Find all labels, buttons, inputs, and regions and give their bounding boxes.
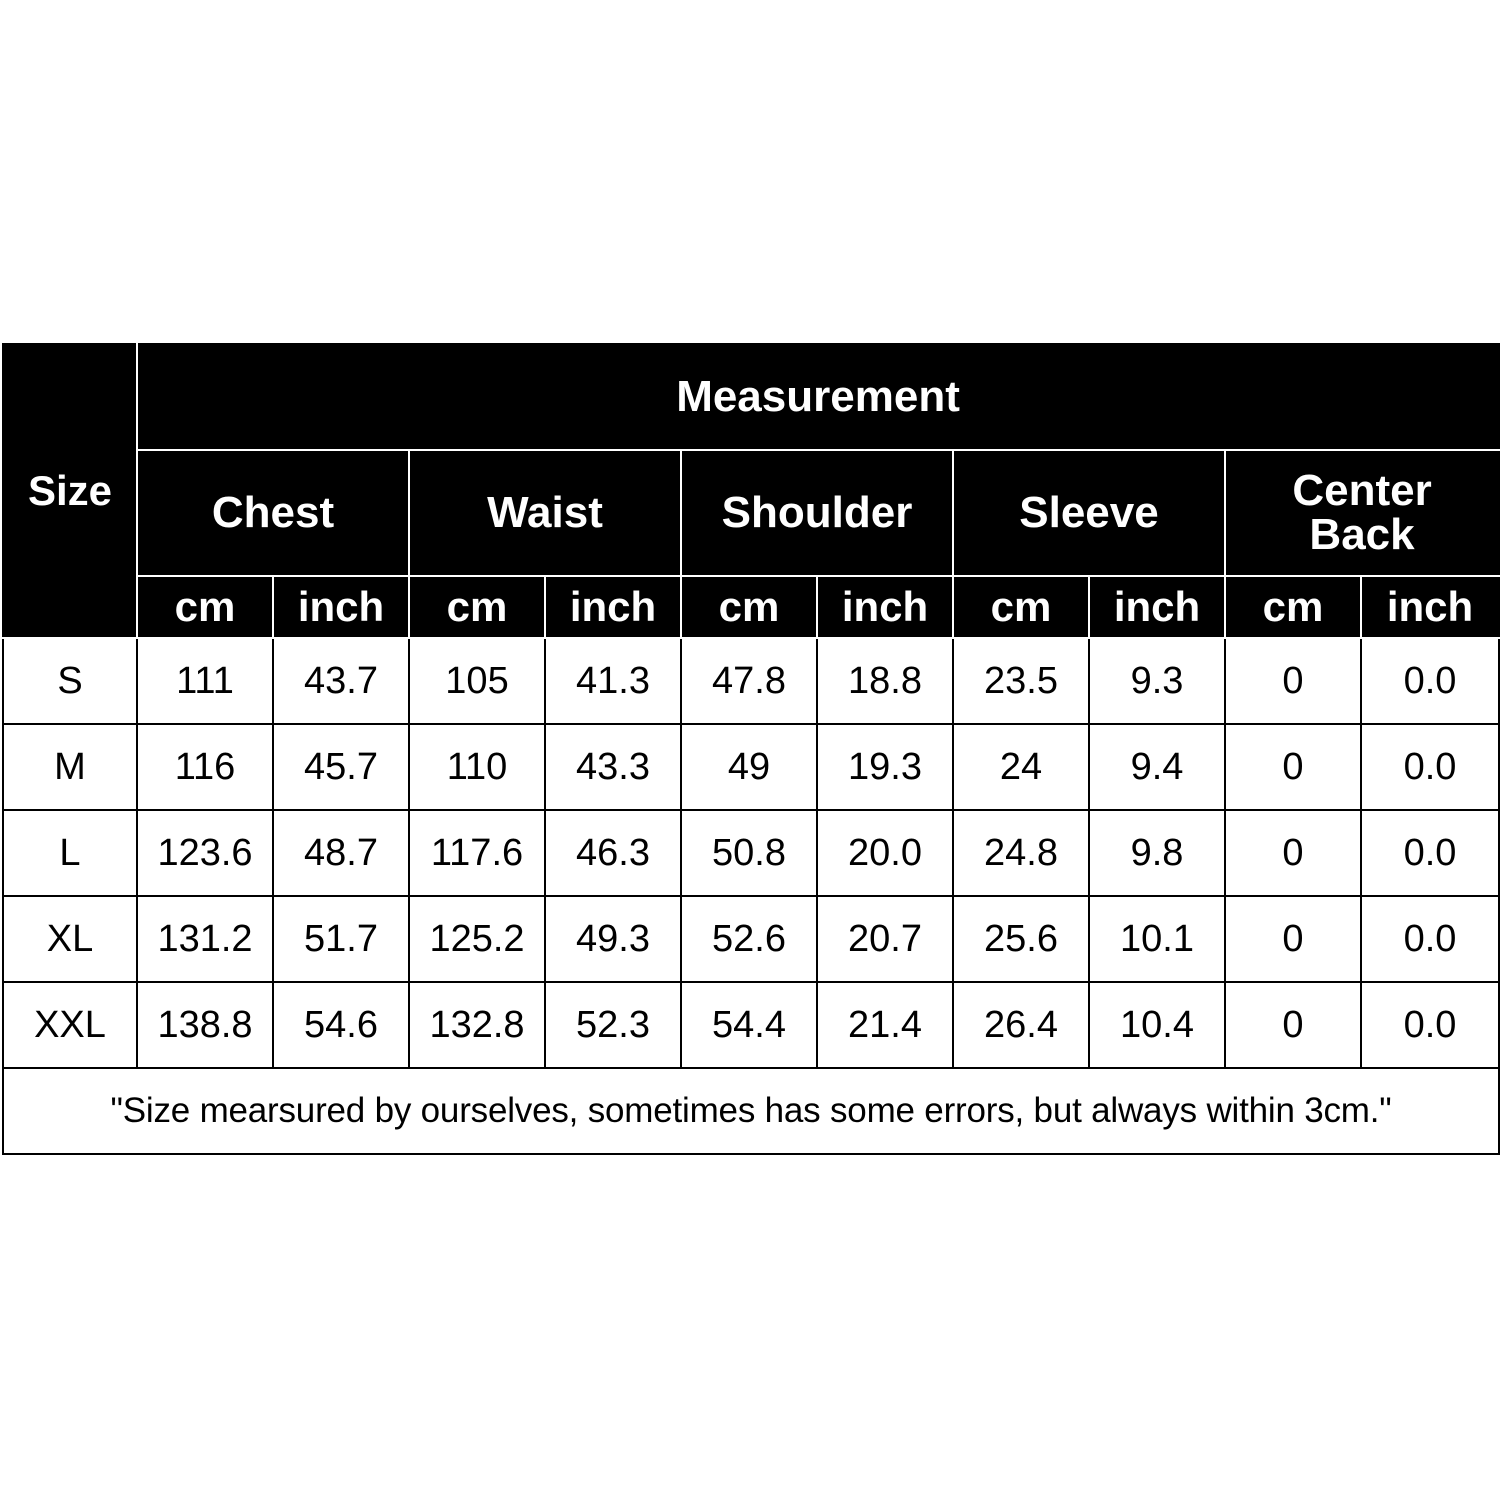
unit-header-cm: cm xyxy=(953,576,1089,638)
table-cell: 0 xyxy=(1225,982,1361,1068)
table-cell: 110 xyxy=(409,724,545,810)
table-cell: 0.0 xyxy=(1361,724,1499,810)
table-cell: 52.6 xyxy=(681,896,817,982)
table-cell: 0 xyxy=(1225,638,1361,724)
table-row xyxy=(3,724,1499,810)
unit-header-cm: cm xyxy=(681,576,817,638)
group-header-chest: Chest xyxy=(137,450,409,576)
table-cell: 47.8 xyxy=(681,638,817,724)
group-header-shoulder: Shoulder xyxy=(681,450,953,576)
table-cell: 125.2 xyxy=(409,896,545,982)
unit-header-cm: cm xyxy=(137,576,273,638)
table-cell: 116 xyxy=(137,724,273,810)
table-cell: 131.2 xyxy=(137,896,273,982)
size-chart-body xyxy=(3,638,1499,1154)
table-cell: 117.6 xyxy=(409,810,545,896)
unit-header-inch: inch xyxy=(545,576,681,638)
table-cell: 24.8 xyxy=(953,810,1089,896)
table-cell: 46.3 xyxy=(545,810,681,896)
unit-header-inch: inch xyxy=(273,576,409,638)
table-row xyxy=(3,638,1499,724)
table-cell: 50.8 xyxy=(681,810,817,896)
table-cell: 10.4 xyxy=(1089,982,1225,1068)
unit-header-inch: inch xyxy=(1361,576,1499,638)
note-row xyxy=(3,1068,1499,1154)
table-cell: 0.0 xyxy=(1361,896,1499,982)
size-cell: XXL xyxy=(3,982,137,1068)
group-header-sleeve: Sleeve xyxy=(953,450,1225,576)
table-cell: 138.8 xyxy=(137,982,273,1068)
table-cell: 49.3 xyxy=(545,896,681,982)
table-cell: 21.4 xyxy=(817,982,953,1068)
size-cell: M xyxy=(3,724,137,810)
measurement-note: "Size mearsured by ourselves, sometimes has some errors, but always within 3cm." xyxy=(3,1068,1499,1154)
table-cell: 43.7 xyxy=(273,638,409,724)
table-cell: 20.7 xyxy=(817,896,953,982)
table-cell: 43.3 xyxy=(545,724,681,810)
table-cell: 0 xyxy=(1225,896,1361,982)
group-header-waist: Waist xyxy=(409,450,681,576)
table-cell: 24 xyxy=(953,724,1089,810)
table-cell: 41.3 xyxy=(545,638,681,724)
size-cell: XL xyxy=(3,896,137,982)
table-row xyxy=(3,810,1499,896)
unit-header-cm: cm xyxy=(409,576,545,638)
table-cell: 0.0 xyxy=(1361,982,1499,1068)
table-cell: 105 xyxy=(409,638,545,724)
table-cell: 25.6 xyxy=(953,896,1089,982)
table-cell: 23.5 xyxy=(953,638,1089,724)
table-cell: 26.4 xyxy=(953,982,1089,1068)
table-cell: 0.0 xyxy=(1361,810,1499,896)
table-cell: 48.7 xyxy=(273,810,409,896)
table-cell: 52.3 xyxy=(545,982,681,1068)
table-row xyxy=(3,982,1499,1068)
table-cell: 123.6 xyxy=(137,810,273,896)
unit-header-inch: inch xyxy=(817,576,953,638)
size-column-header: Size xyxy=(3,344,137,638)
table-cell: 51.7 xyxy=(273,896,409,982)
table-cell: 111 xyxy=(137,638,273,724)
table-cell: 20.0 xyxy=(817,810,953,896)
size-chart-table xyxy=(2,343,1500,1155)
unit-header-inch: inch xyxy=(1089,576,1225,638)
table-cell: 9.4 xyxy=(1089,724,1225,810)
table-cell: 0.0 xyxy=(1361,638,1499,724)
size-cell: S xyxy=(3,638,137,724)
table-cell: 9.3 xyxy=(1089,638,1225,724)
measurement-header: Measurement xyxy=(137,344,1499,450)
table-cell: 49 xyxy=(681,724,817,810)
table-cell: 54.4 xyxy=(681,982,817,1068)
table-cell: 10.1 xyxy=(1089,896,1225,982)
table-row xyxy=(3,896,1499,982)
size-cell: L xyxy=(3,810,137,896)
table-cell: 19.3 xyxy=(817,724,953,810)
table-cell: 9.8 xyxy=(1089,810,1225,896)
unit-header-cm: cm xyxy=(1225,576,1361,638)
group-header-center-back: Center Back xyxy=(1225,450,1499,576)
table-cell: 45.7 xyxy=(273,724,409,810)
table-cell: 132.8 xyxy=(409,982,545,1068)
table-cell: 0 xyxy=(1225,724,1361,810)
table-cell: 0 xyxy=(1225,810,1361,896)
table-cell: 54.6 xyxy=(273,982,409,1068)
table-cell: 18.8 xyxy=(817,638,953,724)
